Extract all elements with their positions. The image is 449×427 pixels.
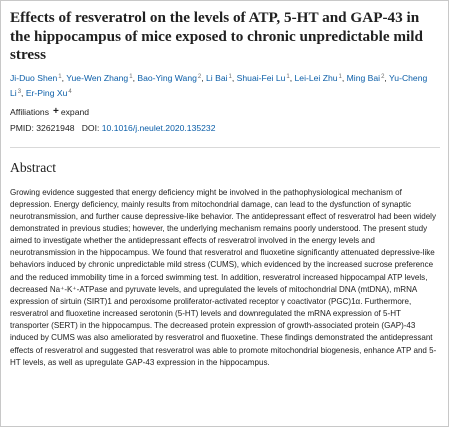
author-link[interactable] (26, 88, 72, 98)
author-separator: , (21, 87, 26, 98)
author-affiliation-number: 1 (129, 73, 133, 80)
author-name: Yue-Wen Zhang (66, 72, 129, 83)
article-content (10, 9, 440, 369)
author-link[interactable] (206, 73, 232, 83)
author-separator: , (61, 72, 67, 83)
author-name: Bao-Ying Wang (137, 72, 197, 83)
abstract-heading: Abstract (10, 159, 57, 175)
article-title: Effects of resveratrol on the levels of ATP, 5-HT and GAP-43 in the hippocampus of mice exposed to chronic unpredictable mild stress (10, 9, 423, 63)
author-separator: , (341, 72, 347, 83)
author-list (10, 70, 440, 100)
author-affiliation-number: 1 (286, 73, 290, 80)
author-separator: , (201, 72, 207, 83)
author-affiliation-number: 1 (58, 73, 62, 80)
author-name: Lei-Lei Zhu (294, 72, 338, 83)
author-affiliation-number: 2 (197, 73, 202, 80)
affiliations-row (10, 106, 440, 118)
author-affiliation-number: 1 (338, 73, 342, 80)
author-link[interactable] (10, 73, 62, 83)
author-link[interactable] (347, 73, 385, 83)
author-name: Ji-Duo Shen (10, 72, 58, 83)
author-link[interactable] (237, 73, 290, 83)
plus-icon: + (53, 105, 59, 117)
author-link[interactable] (137, 73, 201, 83)
author-link[interactable] (295, 73, 342, 83)
author-affiliation-number: 2 (381, 73, 385, 80)
doi-label: DOI: (81, 122, 100, 133)
affiliations-toggle[interactable]: Affiliations (10, 106, 50, 117)
author-separator: , (231, 72, 237, 83)
author-name: Yu-Cheng Li (10, 72, 428, 98)
author-affiliation-number: 1 (228, 73, 232, 80)
expand-affiliations-button[interactable] (53, 106, 89, 118)
author-separator: , (289, 72, 295, 83)
pmid-value: 32621948 (36, 122, 75, 133)
author-name: Li Bai (206, 72, 228, 83)
author-name: Ming Bai (346, 72, 381, 83)
article-identifiers (10, 122, 440, 134)
abstract-text: Growing evidence suggested that energy deficiency might be involved in the pathophysiological mechanism of depression. Energy deficiency, mainly results from mitochondrial damage, can lead to the dysfunction of synaptic neurotransmission, and further cause depressive-like behavior. The antidepressant effect of resveratrol had been widely demonstrated in previous studies; however, the underlying mechanism remains poorly understood. The present study aimed to investigate whether the antidepressant effects of resveratrol involved in the energy levels and neurotransmission in the hippocampus. We found that resveratrol and fluoxetine significantly attenuated depressive-like behaviors induced by chronic unpredictable mild stress (CUMS), which evidenced by the increased sucrose preference and the reduced immobility time in a forced swimming test. In addition, resveratrol increased hippocampal ATP levels, decreased Na⁺-K⁺-ATPase and pyruvate levels, and upregulated the levels of mitochondrial DNA (mtDNA), mRNA expression of sirtuin (SIRT)1 and peroxisome proliferator-activated receptor γ coactivator (PGC)1α. Furthermore, resveratrol and fluoxetine increased serotonin (5-HT) levels and downregulated the mRNA expression of 5-HT transporter (SERT) in the hippocampus. The decreased protein expression of growth-associated protein (GAP)-43 induced by CUMS was also ameliorated by resveratrol and fluoxetine. These findings demonstrated the antidepressant effects of resveratrol and suggested that resveratrol was able to promote mitochondrial biogenesis, enhance ATP and 5-HT levels, as well as upregulate GAP-43 expression in the hippocampus. (10, 187, 437, 367)
doi-link[interactable]: 10.1016/j.neulet.2020.135232 (101, 122, 216, 133)
author-separator: , (384, 72, 390, 83)
pmid-label: PMID: (10, 122, 34, 133)
author-name: Er-Ping Xu (25, 87, 68, 98)
author-separator: , (132, 72, 138, 83)
author-affiliation-number: 4 (68, 88, 72, 95)
expand-label: expand (60, 106, 90, 117)
author-affiliation-number: 3 (17, 88, 22, 95)
section-divider (10, 147, 440, 148)
author-link[interactable] (66, 73, 132, 83)
author-name: Shuai-Fei Lu (236, 72, 286, 83)
